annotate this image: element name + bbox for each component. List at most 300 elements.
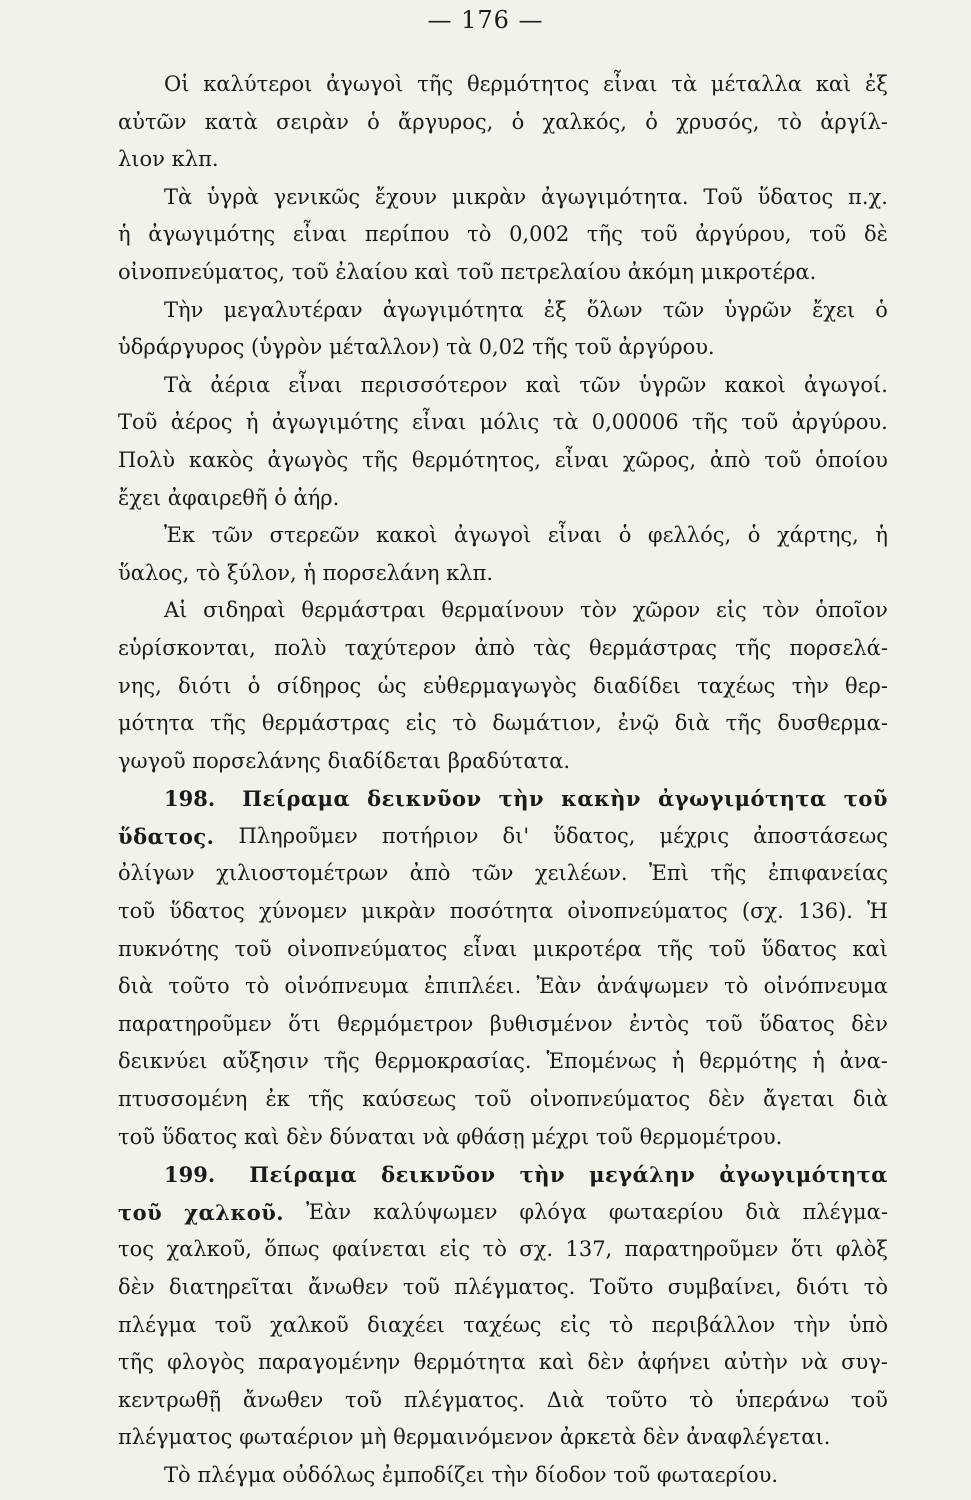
line-text-word: τὴν bbox=[793, 1312, 831, 1337]
line-text-word: ἐνῷ bbox=[617, 711, 659, 736]
line-text-word: ἔχει bbox=[812, 297, 856, 322]
line-text: ὑδράργυρος (ὑγρὸν μέταλλον) τὰ 0,02 τῆς τοῦ ἀργύρου. bbox=[118, 335, 715, 360]
line-text-word: τοῦ bbox=[809, 222, 847, 247]
line-text-word: Τοῦ bbox=[703, 184, 743, 209]
line-text-word: εἶναι bbox=[462, 936, 518, 961]
section-heading-word: τὴν bbox=[498, 786, 545, 812]
line-text-word: δὲ bbox=[864, 222, 888, 247]
line-text-word: χιλιοστομέτρων bbox=[216, 861, 389, 886]
line-text-word: τῆς bbox=[210, 711, 247, 736]
section-heading-word: δεικνῦον bbox=[367, 786, 482, 812]
text-line bbox=[118, 1043, 888, 1081]
text-line bbox=[118, 1006, 888, 1044]
line-text-word: τὴν bbox=[791, 673, 829, 698]
text-line bbox=[118, 1269, 888, 1307]
line-text-word: ἀργύρου, bbox=[695, 222, 792, 247]
line-text-word: Τοῦτο bbox=[589, 1275, 654, 1299]
text-line bbox=[118, 141, 888, 179]
line-text-word: κακοὶ bbox=[376, 523, 438, 548]
line-text: Τὸ πλέγμα οὐδόλως ἐμποδίζει τὴν δίοδον τοῦ φωταερίου. bbox=[164, 1462, 779, 1487]
line-text-word: διὰ bbox=[118, 974, 154, 999]
line-text-word: δὲν bbox=[118, 1275, 155, 1299]
line-text-word: ἄγεται bbox=[763, 1087, 835, 1112]
line-text-word: χύνομεν bbox=[258, 899, 348, 924]
line-text-word: θερμάστρας bbox=[589, 635, 717, 660]
line-text-word: χαλκός, bbox=[542, 109, 627, 134]
line-text-word: τοῦ bbox=[234, 936, 272, 961]
line-text-word: χειλέων. bbox=[534, 861, 628, 886]
line-text-word: ἀνάψωμεν bbox=[596, 974, 709, 999]
line-text-word: ὑγρῶν bbox=[724, 297, 792, 322]
line-text-word: τὰς bbox=[533, 635, 571, 660]
line-text-word: εἰς bbox=[715, 598, 747, 623]
line-text-word: Τὰ bbox=[164, 372, 193, 397]
line-text-word: Ἑπομένως bbox=[546, 1049, 657, 1074]
line-text-word: κακοὶ bbox=[724, 372, 786, 397]
line-text-word: μικρὰν bbox=[451, 184, 527, 209]
line-text-word: ἡ bbox=[118, 222, 131, 247]
text-line bbox=[118, 1081, 888, 1119]
line-text-word: αὔξησιν bbox=[222, 1049, 309, 1074]
line-text-word: εἶναι bbox=[292, 222, 348, 247]
section-heading-word: Πείραμα bbox=[249, 1162, 358, 1188]
line-text-word: χαλκοῦ bbox=[270, 1312, 349, 1337]
section-heading-word: Πείραμα bbox=[242, 786, 351, 812]
line-text-word: ἀργύρου. bbox=[791, 410, 888, 435]
text-line bbox=[118, 555, 888, 593]
section-number: 199. bbox=[164, 1162, 216, 1188]
line-text-word: ἀπὸ bbox=[409, 861, 451, 886]
line-text-word: δωμάτιον, bbox=[492, 711, 602, 736]
line-text-word: 136). bbox=[797, 899, 853, 924]
line-text-word: ὡς bbox=[377, 673, 407, 698]
line-text-word: δι' bbox=[502, 823, 530, 848]
line-text-word: Ἡ bbox=[867, 899, 888, 924]
line-text-word: διὰ bbox=[674, 711, 710, 736]
line-text-word: παραγομένην bbox=[257, 1350, 401, 1375]
line-text-word: καὶ bbox=[852, 936, 888, 961]
line-text-word: νης, bbox=[118, 673, 162, 698]
section-heading-line bbox=[118, 1194, 888, 1232]
line-text-word: τῆς bbox=[323, 1049, 360, 1074]
line-text-word: ἐντὸς bbox=[629, 1011, 690, 1036]
line-text-word: Αἱ bbox=[164, 598, 188, 623]
line-text-word: Πληροῦμεν bbox=[238, 823, 358, 848]
line-text-word: διαδίδει bbox=[593, 673, 681, 698]
line-text-word: Ἐὰν bbox=[306, 1199, 352, 1224]
line-text-word: θερ- bbox=[845, 673, 888, 698]
text-line bbox=[118, 254, 888, 292]
line-text-word: φελλός, bbox=[647, 523, 732, 548]
line-text-word: διατηρεῖται bbox=[169, 1275, 294, 1299]
line-text-word: διὰ bbox=[745, 1199, 781, 1224]
line-text-word: πλέγματος. bbox=[454, 1275, 576, 1299]
line-text-word: τοῦ bbox=[764, 447, 802, 472]
line-text-word: θερμότης bbox=[699, 1049, 798, 1074]
text-line bbox=[118, 893, 888, 931]
line-text-word: παρατηροῦμεν bbox=[624, 1237, 779, 1262]
line-text-word: ἐξ bbox=[543, 297, 567, 322]
line-text-word: κατὰ bbox=[204, 109, 258, 134]
text-line bbox=[118, 1419, 888, 1457]
line-text-word: τοῦτο bbox=[606, 1387, 668, 1412]
line-text-word: ἐκ bbox=[265, 1087, 290, 1112]
line-text-word: τῆς bbox=[362, 447, 399, 472]
line-text-word: τῆς bbox=[735, 635, 772, 660]
section-heading-word: μεγάλην bbox=[589, 1162, 696, 1188]
line-text-word: εὐθερμαγωγὸς bbox=[422, 673, 577, 698]
line-text-word: καὶ bbox=[525, 372, 562, 397]
line-text-word: καὶ bbox=[815, 72, 852, 96]
line-text-word: τῶν bbox=[471, 861, 514, 886]
text-line bbox=[118, 404, 888, 442]
line-text: ὕαλος, τὸ ξύλον, ἡ πορσελάνη κλπ. bbox=[118, 560, 494, 585]
line-text-word: ἡ bbox=[245, 410, 259, 435]
line-text-word: τῆς bbox=[725, 711, 762, 736]
line-text-word: τος bbox=[118, 1237, 155, 1262]
line-text-word: στερεῶν bbox=[269, 523, 360, 548]
line-text-word: ἀγωγιμότητα bbox=[382, 297, 524, 322]
line-text-word: τὰ bbox=[671, 72, 698, 96]
line-text-word: θερμότητος bbox=[466, 72, 590, 96]
line-text-word: φλόγα bbox=[519, 1199, 587, 1224]
line-text-word: φωταερίου bbox=[608, 1199, 724, 1224]
line-text-word: οἰνοπνεύματος bbox=[567, 899, 728, 924]
line-text-word: τοῦ bbox=[705, 1011, 743, 1036]
line-text-word: πλέγμα bbox=[118, 1312, 197, 1337]
line-text-word: τῆς bbox=[710, 861, 747, 886]
line-text-word: ποτήριον bbox=[381, 823, 479, 848]
line-text-word: καύσεως bbox=[362, 1087, 457, 1112]
line-text-word: πτυσσομένη bbox=[118, 1087, 248, 1112]
line-text-word: διαχέει bbox=[367, 1312, 445, 1337]
line-text-word: ταχέως bbox=[697, 673, 776, 698]
text-line bbox=[118, 66, 888, 104]
section-heading-word: τοῦ bbox=[843, 786, 888, 812]
line-text-word: εἶναι bbox=[554, 447, 610, 472]
line-text-word: ὁ bbox=[875, 297, 888, 322]
line-text-word: σειρὰν bbox=[276, 109, 349, 134]
line-text-word: ἀγωγιμότητα. bbox=[540, 184, 689, 209]
text-line bbox=[118, 931, 888, 969]
line-text-word: μικροτέρα bbox=[532, 936, 642, 961]
text-line bbox=[118, 442, 888, 480]
line-text-word: ὁποῖον bbox=[815, 598, 888, 623]
line-text-word: φλὸξ bbox=[835, 1237, 888, 1262]
line-text-word: εἶναι bbox=[412, 410, 467, 435]
line-text: γωγοῦ πορσελάνης διαδίδεται βραδύτατα. bbox=[118, 748, 571, 773]
line-text-word: συγ- bbox=[841, 1350, 888, 1375]
line-text-word: θερμοκρασίας. bbox=[374, 1049, 532, 1074]
line-text-word: διότι bbox=[795, 1275, 850, 1299]
line-text-word: εἶναι bbox=[603, 72, 658, 96]
line-text-word: ἄργυρος, bbox=[398, 109, 494, 134]
line-text-word: συμβαίνει, bbox=[667, 1275, 782, 1299]
section-heading-word: χαλκοῦ. bbox=[184, 1199, 285, 1225]
line-text-word: διότι bbox=[178, 673, 232, 698]
line-text-word: σιδηραὶ bbox=[203, 598, 286, 623]
line-text-word: περίπου bbox=[364, 222, 450, 247]
line-text-word: πορσελά- bbox=[789, 635, 888, 660]
line-text-word: ὑπεράνω bbox=[735, 1387, 830, 1412]
line-text-word: ἡ bbox=[875, 523, 888, 548]
line-text-word: ἀνα- bbox=[839, 1049, 888, 1074]
line-text-word: τὸ bbox=[452, 711, 477, 736]
line-text-word: Ἐὰν bbox=[536, 974, 582, 999]
line-text-word: φαίνεται bbox=[332, 1237, 427, 1262]
line-text: λιον κλπ. bbox=[118, 147, 219, 172]
line-text-word: εὑρίσκονται, bbox=[118, 635, 256, 660]
line-text: ἔχει ἀφαιρεθῆ ὁ ἀήρ. bbox=[118, 485, 340, 510]
line-text-word: Τοῦ bbox=[118, 410, 158, 435]
line-text-word: Οἱ bbox=[164, 72, 190, 96]
line-text-word: τὸν bbox=[762, 598, 800, 623]
line-text-word: αὐτῶν bbox=[118, 109, 187, 134]
line-text-word: ὑγρὰ bbox=[207, 184, 259, 209]
line-text-word: θερμάστρας bbox=[261, 711, 390, 736]
line-text-word: οἰνοπνεύματος bbox=[529, 1087, 691, 1112]
line-text-word: Πολὺ bbox=[118, 447, 176, 472]
line-text-word: θερμότητος, bbox=[411, 447, 541, 472]
line-text-word: ὕδατος bbox=[757, 184, 834, 209]
line-text-word: τοῦ bbox=[741, 410, 779, 435]
line-text-word: τοῦ bbox=[708, 936, 746, 961]
line-text-word: ὕδατος bbox=[761, 936, 837, 961]
line-text-word: τὰ bbox=[552, 410, 579, 435]
line-text-word: χάρτης, bbox=[776, 523, 859, 548]
line-text-word: ἀέρος bbox=[170, 410, 233, 435]
line-text-word: τὸ bbox=[482, 1237, 507, 1262]
section-heading-line bbox=[118, 818, 888, 856]
line-text-word: τοῦ bbox=[640, 222, 678, 247]
line-text-word: Ἐπὶ bbox=[649, 861, 689, 886]
line-text-word: τοῦ bbox=[118, 899, 156, 924]
line-text-word: κακὸς bbox=[188, 447, 254, 472]
line-text-word: ἀγωγοὶ bbox=[454, 523, 532, 548]
line-text-word: τῆς bbox=[657, 936, 694, 961]
line-text-word: ἡ bbox=[671, 1049, 685, 1074]
line-text-word: σίδηρος bbox=[276, 673, 362, 698]
line-text-word: τοῦ bbox=[474, 1087, 512, 1112]
line-text-word: ἀπὸ bbox=[474, 635, 516, 660]
line-text-word: πλέγμα- bbox=[802, 1199, 888, 1224]
line-text-word: διὰ bbox=[852, 1087, 888, 1112]
line-text-word: τῆς bbox=[691, 410, 728, 435]
text-line bbox=[118, 367, 888, 405]
section-heading-word: τοῦ bbox=[118, 1199, 163, 1225]
line-text-word: τὸ bbox=[467, 222, 492, 247]
text-line bbox=[118, 630, 888, 668]
line-text-word: δὲν bbox=[708, 1087, 745, 1112]
line-text-word: τῶν bbox=[579, 372, 621, 397]
line-text-word: χῶρος, bbox=[622, 447, 697, 472]
text-line bbox=[118, 104, 888, 142]
section-heading-word: δεικνῦον bbox=[381, 1162, 496, 1188]
text-line bbox=[118, 292, 888, 330]
line-text-word: μόλις bbox=[479, 410, 540, 435]
text-line bbox=[118, 1382, 888, 1420]
text-line bbox=[118, 1119, 888, 1157]
line-text-word: Ἐκ bbox=[164, 523, 196, 548]
text-line bbox=[118, 592, 888, 630]
line-text-word: ἄνωθεν bbox=[308, 1275, 389, 1299]
line-text-word: τὸν bbox=[579, 598, 617, 623]
line-text-word: ὅπως bbox=[264, 1237, 320, 1262]
text-line bbox=[118, 1231, 888, 1269]
line-text-word: τοῦ bbox=[402, 1275, 440, 1299]
line-text-word: θερμάστραι bbox=[301, 598, 426, 623]
line-text-word: τῶν bbox=[211, 523, 254, 548]
line-text-word: παρατηροῦμεν bbox=[118, 1011, 272, 1036]
section-heading-line bbox=[118, 780, 888, 818]
text-line bbox=[118, 216, 888, 254]
line-text-word: ἀέρια bbox=[210, 372, 271, 397]
line-text-word: εἶναι bbox=[547, 523, 603, 548]
line-text-word: εἶναι bbox=[288, 372, 343, 397]
section-heading-word: ἀγωγιμότητα bbox=[719, 1162, 888, 1188]
line-text-word: εἰς bbox=[405, 711, 437, 736]
text-line bbox=[118, 743, 888, 781]
line-text-word: τοῦ bbox=[850, 1387, 888, 1412]
line-text-word: δυσθερμα- bbox=[777, 711, 888, 736]
line-text-word: ἀφήνει bbox=[637, 1350, 711, 1375]
line-text-word: αὐτὴν bbox=[723, 1350, 788, 1375]
line-text-word: θερμόμετρον bbox=[337, 1011, 474, 1036]
line-text-word: ὁ bbox=[645, 109, 658, 134]
line-text-word: τὸ bbox=[724, 974, 749, 999]
line-text-word: τὸ bbox=[777, 109, 802, 134]
line-text-word: τῆς bbox=[308, 1087, 345, 1112]
line-text-word: θερμαίνουν bbox=[441, 598, 565, 623]
text-line bbox=[118, 705, 888, 743]
line-text-word: μότητα bbox=[118, 711, 195, 736]
line-text-word: Διὰ bbox=[546, 1387, 585, 1412]
line-text-word: ὅλων bbox=[586, 297, 643, 322]
line-text-word: δεικνύει bbox=[118, 1049, 208, 1074]
text-line bbox=[118, 1307, 888, 1345]
page-number: — 176 — bbox=[427, 6, 544, 34]
line-text-word: ἐπιπλέει. bbox=[424, 974, 522, 999]
line-text-word: δὲν bbox=[851, 1011, 888, 1036]
line-text-word: 137, bbox=[565, 1237, 613, 1262]
line-text-word: φλογὸς bbox=[167, 1350, 245, 1375]
line-text-word: ἀγωγοί. bbox=[803, 372, 888, 397]
section-number: 198. bbox=[164, 786, 216, 812]
line-text-word: ὅτι bbox=[288, 1011, 321, 1036]
section-heading-line bbox=[118, 1156, 888, 1194]
line-text-word: ἀγωγοὶ bbox=[326, 72, 404, 96]
line-text-word: τὸ bbox=[689, 1387, 714, 1412]
line-text-word: καλύτεροι bbox=[203, 72, 313, 96]
line-text-word: τὸ bbox=[863, 1275, 888, 1299]
line-text-word: ὁ bbox=[367, 109, 380, 134]
text-line bbox=[118, 179, 888, 217]
line-text-word: χαλκοῦ, bbox=[166, 1237, 252, 1262]
line-text-word: κεντρωθῇ bbox=[118, 1387, 222, 1412]
line-text-word: μέχρις bbox=[659, 823, 730, 848]
line-text-word: ἀγωγιμότης bbox=[271, 410, 399, 435]
line-text-word: 0,002 bbox=[509, 222, 570, 247]
line-text-word: ὁ bbox=[511, 109, 525, 134]
line-text-word: π.χ. bbox=[848, 184, 888, 209]
text-line bbox=[118, 329, 888, 367]
line-text-word: ὁ bbox=[247, 673, 261, 698]
text-line bbox=[118, 968, 888, 1006]
line-text-word: γενικῶς bbox=[273, 184, 361, 209]
line-text-word: πυκνότης bbox=[118, 936, 220, 961]
line-text-word: τῆς bbox=[118, 1350, 154, 1375]
text-line bbox=[118, 517, 888, 555]
line-text-word: οἰνόπνευμα bbox=[763, 974, 888, 999]
line-text-word: οἰνοπνεύματος bbox=[287, 936, 448, 961]
line-text-word: ὀλίγων bbox=[118, 861, 195, 886]
line-text-word: ὕδατος, bbox=[553, 823, 636, 848]
line-text-word: πολὺ bbox=[274, 635, 327, 660]
line-text-word: εἰς bbox=[439, 1237, 471, 1262]
line-text-word: ὅτι bbox=[790, 1237, 824, 1262]
line-text-word: χῶρον bbox=[632, 598, 701, 623]
line-text-word: τῆς bbox=[586, 222, 623, 247]
text-line bbox=[118, 668, 888, 706]
line-text-word: ἀπὸ bbox=[709, 447, 751, 472]
line-text: οἰνοπνεύματος, τοῦ ἐλαίου καὶ τοῦ πετρελαίου ἀκόμη μικροτέρα. bbox=[118, 259, 817, 284]
line-text-word: ὁποίου bbox=[815, 447, 888, 472]
line-text-word: ἄνωθεν bbox=[242, 1387, 324, 1412]
line-text-word: Τὰ bbox=[164, 184, 193, 209]
line-text-word: ἔχουν bbox=[374, 184, 438, 209]
line-text-word: χρυσός, bbox=[676, 109, 760, 134]
text-line bbox=[118, 480, 888, 518]
line-text-word: 0,00006 bbox=[591, 410, 679, 435]
text-line bbox=[118, 1344, 888, 1382]
section-heading-word: κακὴν bbox=[561, 786, 642, 812]
line-text-word: τῆς bbox=[417, 72, 454, 96]
line-text-word: τὸ bbox=[244, 974, 270, 999]
line-text-word: σχ. bbox=[519, 1237, 554, 1262]
line-text-word: νὰ bbox=[801, 1350, 828, 1375]
line-text-word: τὸ bbox=[608, 1312, 634, 1337]
line-text-word: ἡ bbox=[812, 1049, 825, 1074]
text-line bbox=[118, 855, 888, 893]
section-heading-word: τὴν bbox=[519, 1162, 566, 1188]
line-text-word: ὑγρῶν bbox=[638, 372, 707, 397]
line-text-word: ἐπιφανείας bbox=[767, 861, 888, 886]
line-text-word: ἀργίλ- bbox=[820, 109, 888, 134]
line-text-word: δὲν bbox=[587, 1350, 625, 1375]
line-text-word: ὑπὸ bbox=[848, 1312, 888, 1337]
line-text-word: καλύψωμεν bbox=[373, 1199, 498, 1224]
line-text-word: (σχ. bbox=[741, 899, 784, 924]
line-text-word: ἀγωγιμότης bbox=[148, 222, 276, 247]
line-text-word: τῶν bbox=[662, 297, 705, 322]
line-text-word: ὁ bbox=[618, 523, 632, 548]
line-text-word: μέταλλα bbox=[710, 72, 802, 96]
line-text-word: θερμότητα bbox=[413, 1350, 526, 1375]
line-text-word: ὕδατος bbox=[759, 1011, 835, 1036]
line-text-word: περιβάλλον bbox=[651, 1312, 776, 1337]
body-text bbox=[118, 66, 888, 1495]
line-text-word: πλέγματος. bbox=[403, 1387, 525, 1412]
line-text-word: ἀγωγὸς bbox=[267, 447, 349, 472]
line-text-word: ἐξ bbox=[865, 72, 888, 96]
line-text-word: ὕδατος bbox=[169, 899, 245, 924]
line-text-word: Τὴν bbox=[164, 297, 204, 322]
line-text-word: εἰς bbox=[559, 1312, 591, 1337]
line-text: πλέγματος φωταέριον μὴ θερμαινόμενον ἀρκετὰ δὲν ἀναφλέγεται. bbox=[118, 1425, 831, 1450]
line-text: τοῦ ὕδατος καὶ δὲν δύναται νὰ φθάσῃ μέχρι τοῦ θερμομέτρου. bbox=[118, 1124, 783, 1149]
line-text-word: ταχύτερον bbox=[344, 635, 457, 660]
line-text-word: μικρὰν bbox=[361, 899, 436, 924]
